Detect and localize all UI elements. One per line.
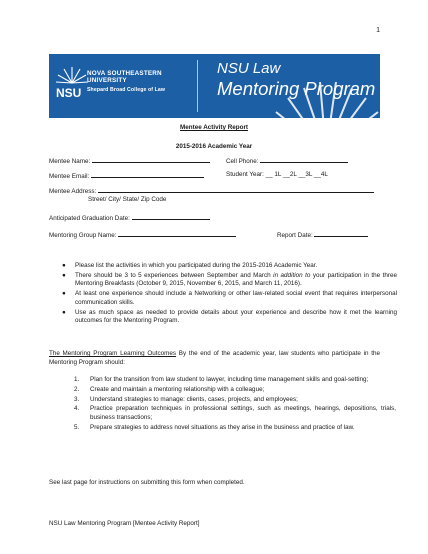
mentoring-group-label: Mentoring Group Name: bbox=[49, 232, 117, 239]
nsu-logo-icon bbox=[55, 63, 89, 103]
college-name: Shepard Broad College of Law bbox=[87, 87, 166, 94]
mentee-name-blank[interactable] bbox=[92, 156, 210, 163]
cell-phone-blank[interactable] bbox=[260, 156, 348, 163]
cell-phone-field[interactable] bbox=[226, 156, 348, 165]
university-name-line2: UNIVERSITY bbox=[87, 76, 127, 84]
outcome-item bbox=[74, 395, 396, 405]
mentee-address-label: Mentee Address: bbox=[49, 188, 97, 195]
instruction-item bbox=[62, 271, 397, 289]
program-title-line2: Mentoring Program bbox=[217, 78, 376, 99]
mentee-address-blank[interactable] bbox=[98, 186, 374, 193]
report-title: Mentee Activity Report bbox=[180, 124, 248, 131]
instruction-text-after: your participation in the three Mentoring Breakfasts (October 9, 2015, November 6, 2015, and March 11, 2016). bbox=[75, 271, 397, 288]
outcome-text: Create and maintain a mentoring relationship with a colleague; bbox=[90, 385, 265, 393]
outcome-item bbox=[74, 376, 396, 385]
mentoring-group-blank[interactable] bbox=[118, 230, 236, 237]
instruction-item bbox=[62, 262, 397, 271]
address-hint: Street/ City/ State/ Zip Code bbox=[88, 196, 167, 203]
outcome-text: Prepare strategies to address novel situations as they arise in the business and practice of law. bbox=[90, 423, 355, 431]
banner-divider bbox=[197, 60, 198, 112]
program-title-line1: NSU Law bbox=[217, 60, 281, 77]
instruction-emphasis: in addition to bbox=[273, 271, 311, 279]
outcome-number: 4. bbox=[74, 405, 80, 413]
outcome-text: Plan for the transition from law student to lawyer, including time management skills and goal-setting; bbox=[90, 376, 369, 383]
instruction-text: Use as much space as needed to provide details about your experience and describe how it met the learning outcomes for the Mentoring Program. bbox=[75, 308, 397, 325]
outcome-item bbox=[74, 405, 396, 422]
outcome-number: 5. bbox=[74, 423, 80, 431]
graduation-date-label: Anticipated Graduation Date: bbox=[49, 215, 130, 222]
outcome-item bbox=[74, 385, 396, 395]
mentee-email-blank[interactable] bbox=[91, 171, 204, 178]
outcomes-list bbox=[74, 376, 396, 434]
academic-year: 2015-2016 Academic Year bbox=[175, 143, 253, 150]
see-last-page-note: See last page for instructions on submitting this form when completed. bbox=[49, 479, 245, 486]
instruction-text: At least one experience should include a Networking or other law-related social event that requires interpersonal communication skills. bbox=[75, 290, 397, 306]
mentee-name-field[interactable] bbox=[49, 156, 210, 165]
instructions-list bbox=[58, 262, 397, 327]
svg-text:NSU: NSU bbox=[56, 86, 82, 100]
outcome-item bbox=[74, 423, 396, 433]
mentee-email-field[interactable] bbox=[49, 171, 204, 180]
instruction-item bbox=[62, 290, 397, 307]
page-footer: NSU Law Mentoring Program [Mentee Activity Report] bbox=[49, 520, 200, 527]
page-number: 1 bbox=[376, 27, 380, 34]
outcomes-intro bbox=[49, 350, 380, 367]
outcome-text: Understand strategies to manage: clients, cases, projects, and employees; bbox=[90, 395, 298, 403]
outcome-number: 1. bbox=[74, 376, 80, 383]
report-date-label: Report Date: bbox=[277, 232, 313, 239]
cell-phone-label: Cell Phone: bbox=[226, 158, 259, 165]
bullet-icon: ● bbox=[62, 271, 66, 279]
instruction-item bbox=[62, 308, 397, 326]
report-date-field[interactable] bbox=[277, 230, 368, 239]
student-year-field[interactable] bbox=[226, 171, 328, 178]
graduation-date-field[interactable] bbox=[49, 213, 210, 222]
bullet-icon: ● bbox=[62, 290, 66, 298]
bullet-icon: ● bbox=[62, 262, 66, 269]
mentee-address-field[interactable] bbox=[49, 186, 374, 195]
instruction-text: Please list the activities in which you participated during the 2015-2016 Academic Year. bbox=[75, 262, 318, 269]
mentee-name-label: Mentee Name: bbox=[49, 158, 91, 165]
instruction-text-before: There should be 3 to 5 experiences between September and March bbox=[75, 271, 274, 279]
university-name bbox=[87, 71, 165, 93]
bullet-icon: ● bbox=[62, 308, 66, 316]
header-banner bbox=[49, 54, 380, 118]
university-name-line1: NOVA SOUTHEASTERN bbox=[87, 70, 162, 77]
graduation-date-blank[interactable] bbox=[132, 213, 210, 220]
mentee-email-label: Mentee Email: bbox=[49, 173, 90, 180]
outcomes-heading: The Mentoring Program Learning Outcomes bbox=[49, 350, 177, 357]
mentoring-group-field[interactable] bbox=[49, 230, 236, 239]
report-date-blank[interactable] bbox=[314, 230, 368, 237]
outcome-number: 2. bbox=[74, 385, 80, 393]
outcome-number: 3. bbox=[74, 395, 80, 403]
program-title bbox=[217, 60, 375, 100]
outcome-text: Practice preparation techniques in professional settings, such as meetings, hearings, depositions, trials, business transactions; bbox=[90, 405, 396, 421]
outcomes-intro-text: By the end of the academic year, law students who participate in the Mentoring Program should: bbox=[49, 350, 381, 366]
student-year-label: Student Year: __ 1L __2L __3L __4L bbox=[226, 171, 328, 178]
